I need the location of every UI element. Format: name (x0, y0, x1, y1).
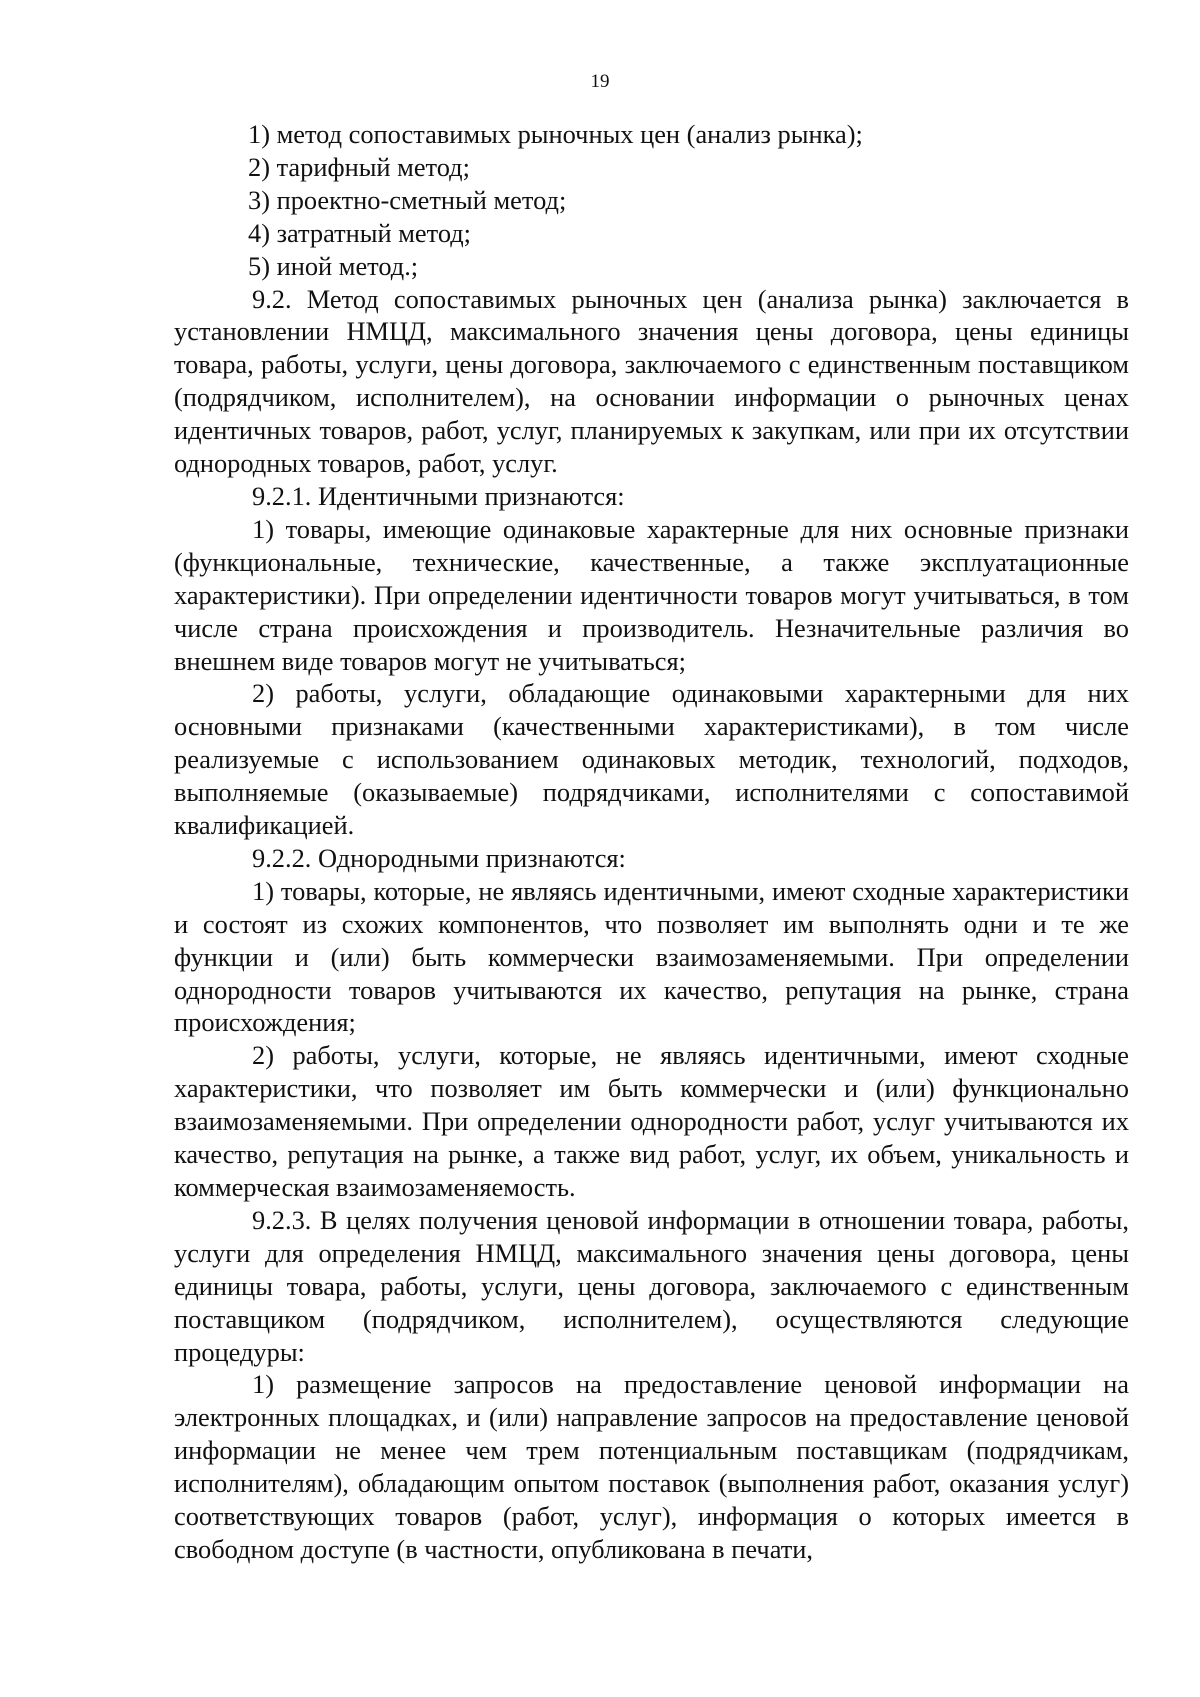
method-list-item: 2) тарифный метод; (248, 151, 470, 182)
heading-9-2-1: 9.2.1. Идентичными признаются: (252, 480, 625, 511)
paragraph-homogeneous-goods: 1) товары, которые, не являясь идентичными, имеют сходные характеристики и состоят из схожих компонентов, что позволяет им выполнять одни и те же функции и (или) быть коммерчески взаимозаменяемыми. При определении однородности товаров учитываются их качество, репутация на рынке, страна происхождения; (174, 875, 1129, 1038)
method-list-item: 1) метод сопоставимых рыночных цен (анализ рынка); (248, 119, 863, 149)
paragraph-procedure-1: 1) размещение запросов на предоставление ценовой информации на электронных площадках, и (или) направление запросов на предоставление ценовой информации не менее чем трем потенциальным поставщикам (подрядчикам, исполнителям), обладающим опытом поставок (выполнения работ, оказания услуг) соответствующих товаров (работ, услуг), информация о которых имеется в свободном доступе (в частности, опубликована в печати, (174, 1369, 1129, 1564)
paragraph-identical-works: 2) работы, услуги, обладающие одинаковыми характерными для них основными признаками (качественными характеристиками), в том числе реализуемые с использованием одинаковых методик, технологий, подходов, выполняемые (оказываемые) подрядчиками, исполнителями с сопоставимой квалификацией. (174, 678, 1129, 841)
method-list-item: 4) затратный метод; (248, 217, 472, 248)
method-list-item: 5) иной метод.; (248, 250, 419, 281)
paragraph-9-2-3: 9.2.3. В целях получения ценовой информации в отношении товара, работы, услуги для определения НМЦД, максимального значения цены договора, цены единицы товара, работы, услуги, цены договора, заключаемого с единственным поставщиком (подрядчиком, исполнителем), осуществляются следующие процедуры: (174, 1204, 1129, 1367)
paragraph-homogeneous-works: 2) работы, услуги, которые, не являясь идентичными, имеют сходные характеристики, что позволяет им быть коммерчески и (или) функционально взаимозаменяемыми. При определении однородности работ, услуг учитываются их качество, репутация на рынке, а также вид работ, услуг, их объем, уникальность и коммерческая взаимозаменяемость. (174, 1040, 1129, 1202)
paragraph-9-2: 9.2. Метод сопоставимых рыночных цен (анализа рынка) заключается в установлении НМЦД, максимального значения цены договора, цены единицы товара, работы, услуги, цены договора, заключаемого с единственным поставщиком (подрядчиком, исполнителем), на основании информации о рыночных ценах идентичных товаров, работ, услуг, планируемых к закупкам, или при их отсутствии однородных товаров, работ, услуг. (174, 283, 1129, 479)
document-body (174, 118, 1129, 1566)
method-list-item: 3) проектно-сметный метод; (248, 184, 567, 215)
paragraph-identical-goods: 1) товары, имеющие одинаковые характерные для них основные признаки (функциональные, технические, качественные, а также эксплуатационные характеристики). При определении идентичности товаров могут учитываться, в том числе страна происхождения и производитель. Незначительные различия во внешнем виде товаров могут не учитываться; (174, 513, 1129, 676)
page-number: 19 (590, 71, 610, 92)
heading-9-2-2: 9.2.2. Однородными признаются: (252, 842, 626, 873)
